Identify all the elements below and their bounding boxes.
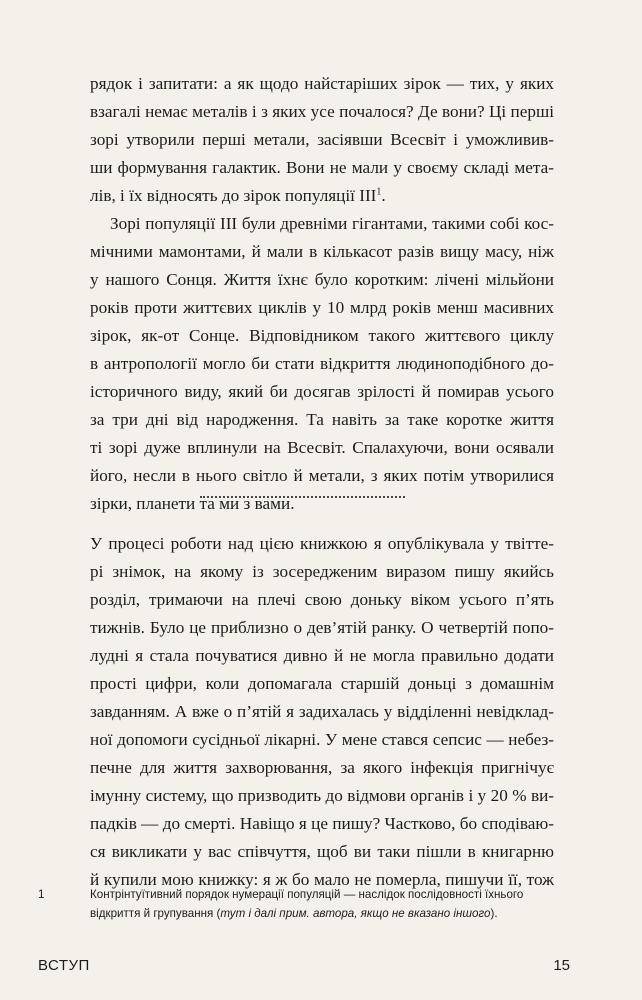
paragraph-line: мічними мамонтами, й мали в кількасот разів вищу масу, ніж xyxy=(90,242,554,261)
footnote-italic-note: тут і далі прим. автора, якщо не вказано іншого xyxy=(220,907,491,920)
paragraph-line: завданням. А вже о п’ятій я задихалась у відділенні невідклад- xyxy=(90,702,554,721)
footnote-line xyxy=(90,904,560,923)
section-divider xyxy=(200,496,405,498)
paragraph-line: ті зорі дуже вплинули на Всесвіт. Спалахуючи, вони осявали xyxy=(90,438,554,457)
paragraph-line: У процесі роботи над цією книжкою я опублікувала у твітте- xyxy=(90,534,554,553)
paragraph-line: його, несли в нього світло й метали, з яких потім утворилися xyxy=(90,466,554,485)
paragraph-line: рі знімок, на якому із зосередженим виразом пишу якийсь xyxy=(90,562,554,581)
paragraph-line: й купили мою книжку: я ж бо мало не померла, пишучи її, тож xyxy=(90,870,554,889)
paragraph-line: в антропології могло би стати відкриття людиноподібного до- xyxy=(90,354,554,373)
page-number: 15 xyxy=(553,957,570,974)
paragraph-line: імунну систему, що призводить до відмови органів і у 20 % ви- xyxy=(90,786,554,805)
footnote-number: 1 xyxy=(38,888,45,901)
footnote xyxy=(38,885,560,923)
paragraph-line: розділ, тримаючи на плечі свою доньку віком усього п’ять xyxy=(90,590,554,609)
paragraph-line: взагалі немає металів і з яких усе почалося? Де вони? Ці перші xyxy=(90,102,554,121)
text-block-top xyxy=(90,70,554,518)
footnote-text-end: ). xyxy=(490,907,498,920)
paragraph-line: історичного виду, який би досягав зрілості й помирав усього xyxy=(90,382,554,401)
paragraph-line: рядок і запитати: а як щодо найстаріших зірок — тих, у яких xyxy=(90,74,554,93)
paragraph-line: у нашого Сонця. Життя їхнє було коротким: лічені мільйони xyxy=(90,270,554,289)
paragraph-line: прості цифри, коли допомагала старшій доньці з домашнім xyxy=(90,674,554,693)
paragraph-line: зірок, як-от Сонце. Відповідником такого життєвого циклу xyxy=(90,326,554,345)
footnote-line: Контрінтуїтивний порядок нумерації популяцій — наслідок послідовності їхнього xyxy=(90,888,524,901)
paragraph-line: ної допомоги сусідньої лікарні. У мене стався сепсис — небез- xyxy=(90,730,554,749)
paragraph-line: Зорі популяції III були древніми гігантами, такими собі кос- xyxy=(110,214,554,233)
paragraph-line: зорі утворили перші метали, засіявши Всесвіт і уможливив- xyxy=(90,130,554,149)
running-footer-section: ВСТУП xyxy=(38,957,90,974)
paragraph-line: років проти життєвих циклів у 10 млрд років менш масивних xyxy=(90,298,554,317)
paragraph-line: тижнів. Було це приблизно о дев’ятій ранку. О четвертій попо- xyxy=(90,618,554,637)
paragraph-line: ся викликати у вас співчуття, щоб ви таки пішли в книгарню xyxy=(90,842,554,861)
footnote-text: відкриття й групування ( xyxy=(90,907,221,920)
paragraph-line: лудні я стала почуватися дивно й не могла правильно додати xyxy=(90,646,554,665)
paragraph-line: ши формування галактик. Вони не мали у своєму складі мета- xyxy=(90,158,554,177)
paragraph-line xyxy=(90,182,554,210)
paragraph-line: падків — до смерті. Навіщо я це пишу? Частково, бо сподіваю- xyxy=(90,814,554,833)
text-block-bottom xyxy=(90,530,554,894)
paragraph-line-end: . xyxy=(381,186,386,205)
paragraph-line: печне для життя захворювання, за якого інфекція пригнічує xyxy=(90,758,554,777)
paragraph-line-text: лів, і їх відносять до зірок популяції III xyxy=(90,186,377,205)
footnote-reference[interactable]: 1 xyxy=(376,186,382,198)
paragraph-line: за три дні від народження. Та навіть за таке коротке життя xyxy=(90,410,554,429)
paragraph-line: зірки, планети та ми з вами. xyxy=(90,494,295,513)
